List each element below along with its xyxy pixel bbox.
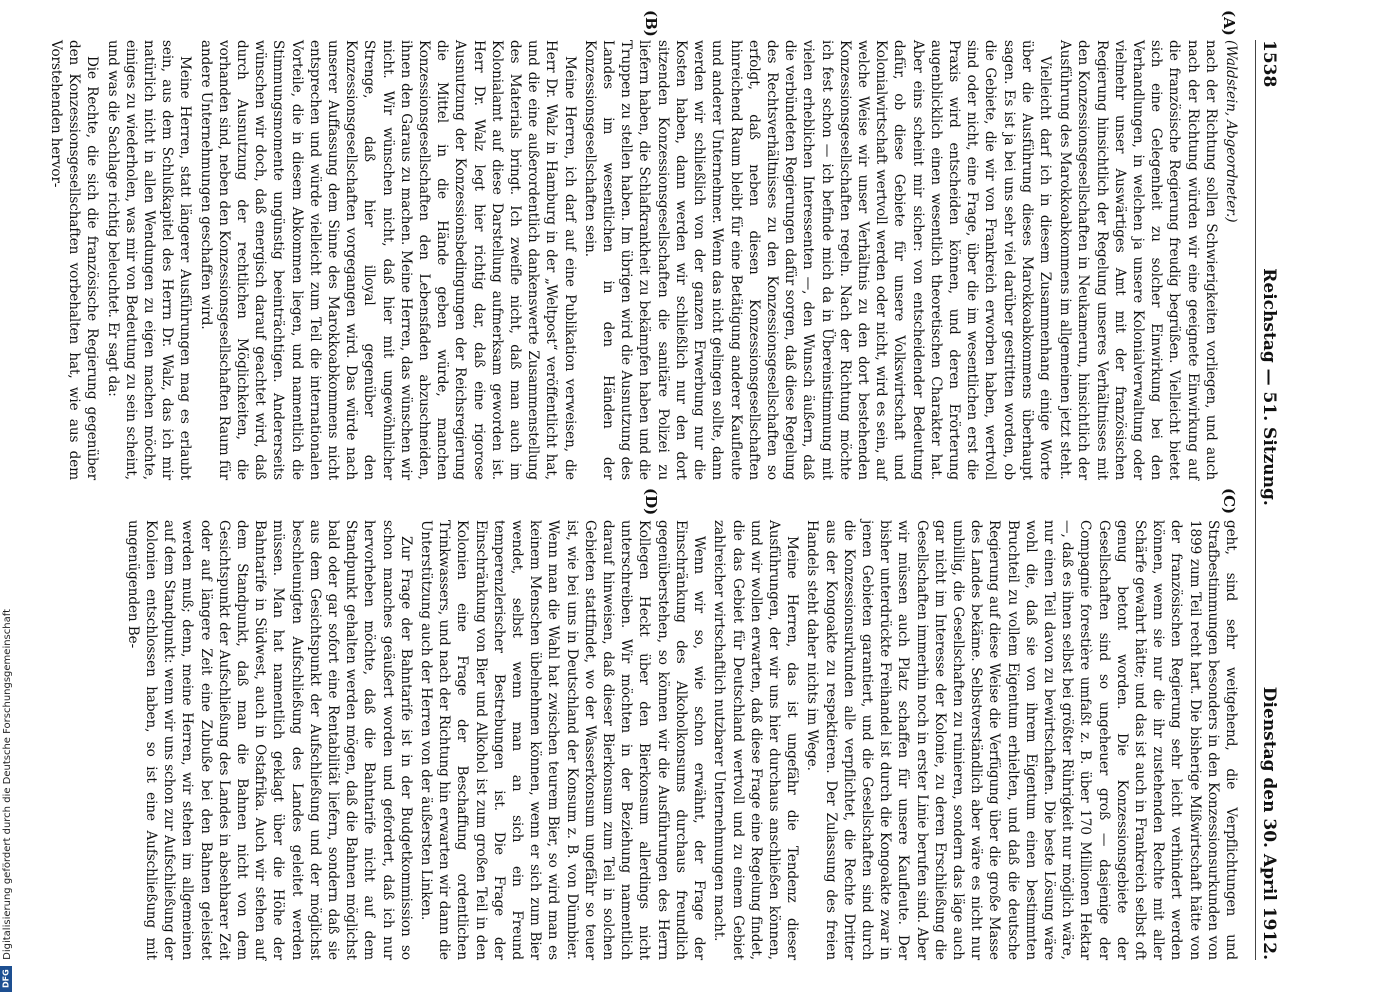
paragraph: Meine Herren, das ist ungefähr die Tendenz dieser Ausführungen, der wir uns hier durchaus anschließen können, und wir wollen erwarten, daß diese Frage eine Regelung findet, die das Gebiet für Deutschland wertvoll und zu einem Gebiet zahlreicher wirtschaftlich nutzbarer Unternehmungen macht. <box>711 520 801 960</box>
paragraph: Meine Herren, statt längerer Ausführungen mag es erlaubt sein, aus dem Schlußkapitel des Herrn Dr. Walz, das ich mir natürlich nicht in allen Wendungen zu eigen machen möchte, einiges zu wiederholen, was mir von Bedeutung zu sein scheint, und was die Sachlage richtig beleuchtet. Er sagt da: <box>104 40 194 480</box>
margin-marker-a: (A) <box>1220 10 1238 36</box>
dfg-logo: DFG <box>0 966 12 992</box>
session-date: Dienstag den 30. April 1912. <box>1259 686 1279 960</box>
paragraph: Wenn wir so, wie schon erwähnt, der Frage der Einschränkung des Alkoholkonsums durchaus freundlich gegenüberstehen, so können wir die Ausführungen des Herrn Kollegen Heckt über den Bierkonsum allerdings nicht unterschreiben. Wir möchten in der Beziehung namentlich darauf hinweisen, daß dieser Bierkonsum zum Teil in solchen Gebieten stattfindet, wo der Wasserkonsum ungefähr so teuer ist, wie bei uns in Deutschland der Konsum z. B. von Dünnbier. Wenn man die Wahl hat zwischen teurem Bier, so wird man es keinem Menschen übelnehmen können, wenn er sich zum Bier wendet, selbst wenn man an sich ein Freund temperenzlerischer Bestrebungen ist. Die Frage der Einschränkung von Bier und Alkohol ist zum großen Teil in den Kolonien eine Frage der Beschaffung ordentlichen Trinkwassers, und nach der Richtung hin erwarten wir dann die Unterstützung auch der Herren von der äußersten Linken. <box>418 520 708 960</box>
margin-marker-d: (D) <box>642 488 660 516</box>
margin-marker-c: (C) <box>1220 488 1238 515</box>
page-header <box>1255 40 1282 960</box>
paragraph: geht, sind sehr weitgehend, die Verpflichtungen und Strafbestimmungen besonders in den Konzessionsurkunden von 1899 zum Teil recht hart. Die bisherige Mißwirtschaft hätte von der französischen Regierung sehr leicht verhindert werden können, wenn sie nur die ihr zustehenden Rechte mit aller Schärfe gewahrt hätte; und das ist auch in Frankreich selbst oft genug betont worden. Die Konzessionsgebiete der Gesellschaften sind so ungeheuer groß — dasjenige der Compagnie forestière umfaßt z. B. über 170 Millionen Hektar —, daß es ihnen selbst bei größter Rührigkeit nur möglich wäre, nur einen Teil davon zu bewirtschaften. Die beste Lösung wäre wohl die, daß sie von ihrem Eigentum einen bestimmten Bruchteil zu vollem Eigentum erhielten, und daß die deutsche Regierung auf diese Weise die Verfügung über die große Masse des Landes bekäme. Selbstverständlich aber wäre es nicht nur unbillig, die Gesellschaften zu ruinieren, sondern das läge auch gar nicht im Interesse der Kolonie, zu deren Erschließung die Gesellschaften immerhin noch in erster Linie berufen sind. Aber wir müssen auch Platz schaffen für unsere Kaufleute. Der bisher unterdrückte Freihandel ist durch die Kongoakte zwar in jenen Gebieten garantiert, und die Gesellschaften sind durch die Konzessionsurkunden alle verpflichtet, die Rechte Dritter aus der Kongoakte zu respektieren. Der Zulassung des freien Handels steht daher nichts im Wege. <box>804 520 1239 960</box>
page-number: 1538 <box>1259 40 1279 88</box>
left-column <box>48 40 1240 480</box>
right-column <box>90 520 1240 960</box>
document-page <box>48 0 1300 1000</box>
margin-marker-b: (B) <box>642 10 660 37</box>
paragraph: Zur Frage der Bahntarife ist in der Budgetkommission so schon manches geäußert worden und gefordert, daß ich nur hervorheben möchte, daß die Bahntarife nicht auf dem Standpunkt gehalten werden mögen, daß die Bahnen möglichst bald oder gar sofort eine Rentabilität liefern, sondern daß sie aus dem Gesichtspunkt der Aufschließung und der möglichst beschleunigten Aufschließung des Landes geleitet werden müssen. Man hat namentlich geklagt über die Höhe der Bahntarife in Südwest, auch in Ostafrika. Auch wir stehen auf dem Standpunkt, daß man die Bahnen nicht von dem Gesichtspunkt der Aufschließung des Landes in absehbarer Zeit oder auf längere Zeit eine Zubuße bei den Bahnen geleistet werden muß; denn, meine Herren, wir stehen im allgemeinen auf dem Standpunkt: wenn wir uns schon zur Aufschließung der Kolonien entschlossen haben, so ist eine Aufschließung mit ungenügenden Be- <box>124 520 414 960</box>
funding-note: Digitalisierung gefördert durch die Deutsche Forschungsgemeinschaft <box>1 609 13 960</box>
paragraph: Die Rechte, die sich die französische Regierung gegenüber den Konzessionsgesellschaften vorbehalten hat, wie aus dem Vorstehenden hervor- <box>48 40 101 480</box>
paragraph: Meine Herren, ich darf auf eine Publikation verweisen, die Herr Dr. Walz in Hamburg in der „Weltpost“ veröffentlicht hat, und die eine außerordentlich dankenswerte Zusammenstellung des Materials bringt. Ich zweifle nicht, daß man auch im Kolonialamt auf diese Darstellung aufmerksam geworden ist. Herr Dr. Walz legt hier richtig dar, daß eine rigorose Ausnutzung der Konzessionsbedingungen der Reichsregierung die Mittel in die Hände geben würde, manchen Konzessionsgesellschaften den Lebensfaden abzuschneiden, ihnen den Garaus zu machen. Meine Herren, das wünschen wir nicht. Wir wünschen nicht, daß hier mit ungewöhnlicher Strenge, daß hier illoyal gegenüber den Konzessionsgesellschaften vorgegangen wird. Das würde nach unserer Auffassung dem Sinne des Marokkoabkommens nicht entsprechen und würde vielleicht zum Teil die internationalen Vorteile, die in diesem Abkommen liegen, und namentlich die Stimmungsmomente ungünstig beeinträchtigen. Andererseits wünschen wir doch, daß energisch darauf geachtet wird, daß durch Ausnutzung der rechtlichen Möglichkeiten, die vorhanden sind, neben den Konzessionsgesellschaften Raum für andere Unternehmungen geschaffen wird. <box>197 40 578 480</box>
funding-strip <box>0 0 14 1000</box>
paragraph: Vielleicht darf ich in diesem Zusammenhang einige Worte über die Ausführung dieses Marokkoabkommens überhaupt sagen. Es ist ja bei uns sehr viel darüber gestritten worden, ob die Gebiete, die wir von Frankreich erworben haben, wertvoll sind oder nicht, eine Frage, über die im wesentlichen erst die Praxis wird entscheiden können, und deren Erörterung augenblicklich einen wesentlich theoretischen Charakter hat. Aber eins scheint mir sicher: von entscheidender Bedeutung dafür, ob diese Gebiete für unsere Volkswirtschaft und Kolonialwirtschaft wertvoll werden oder nicht, wird es sein, auf welche Weise wir unser Verhältnis zu den dort bestehenden Konzessionsgesellschaften regeln. Nach der Richtung möchte ich fest schon — ich befinde mich da in Übereinstimmung mit vielen erheblichen Interessenten —, den Wunsch äußern, daß die verbündeten Regierungen dafür sorgen, daß diese Regelung des Rechtsverhältnisses zu den Konzessionsgesellschaften so erfolgt, daß neben diesen Konzessionsgesellschaften hinreichend Raum bleibt für eine Betätigung anderer Kaufleute und anderer Unternehmer. Wenn das nicht gelingen sollte, dann werden wir schließlich von der ganzen Erwerbung nur die Kosten haben, dann werden wir schließlich nur den dort sitzenden Konzessionsgesellschaften die sanitäre Polizei zu liefern haben, die Schlafkrankheit zu bekämpfen haben und die Truppen zu stellen haben. Im übrigen wird die Ausnutzung des Landes im wesentlichen in den Händen der Konzessionsgesellschaften sein. <box>581 40 1053 480</box>
speaker-note: (Waldstein, Abgeordneter.) <box>1223 40 1239 223</box>
paragraph: nach der Richtung sollen Schwierigkeiten vorliegen, und auch nach der Richtung würden wir eine geeignete Einwirkung auf die französische Regierung freudig begrüßen. Vielleicht bietet sich eine Gelegenheit zu solcher Einwirkung bei den Verhandlungen, in welchen ja unsere Kolonialverwaltung oder vielmehr unser Auswärtiges Amt mit der französischen Regierung hinsichtlich der Regelung unseres Verhältnisses mit den Konzessionsgesellschaften in Neukamerun, hinsichtlich der Ausführung des Marokkoabkommens im allgemeinen jetzt steht. <box>1057 40 1219 480</box>
session-title: Reichstag — 51. Sitzung. <box>1259 268 1279 506</box>
